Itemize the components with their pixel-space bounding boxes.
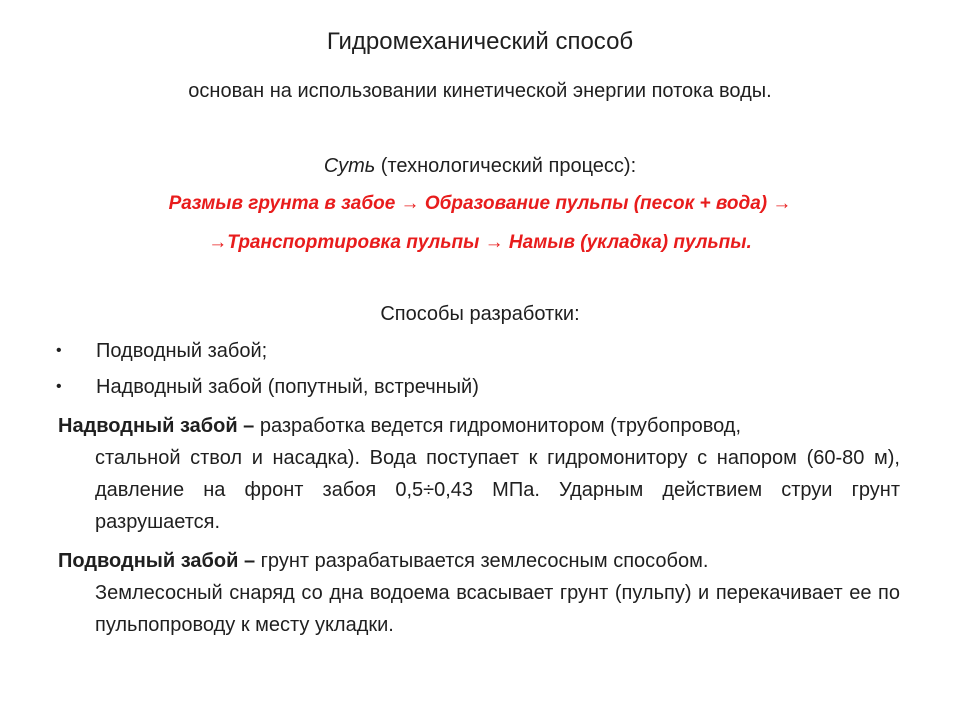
bullet-item xyxy=(56,340,916,376)
paragraph-underwater-face xyxy=(58,545,900,641)
paragraph-term: Подводный забой – xyxy=(58,550,256,572)
essence-line xyxy=(0,155,960,178)
paragraph-continuation: Землесосный снаряд со дна водоема всасывает грунт (пульпу) и перекачивает ее по пульпопроводу к месту укладки. xyxy=(95,582,900,636)
bullet-marker: • xyxy=(56,378,62,395)
slide-subtitle: основан на использовании кинетической энергии потока воды. xyxy=(188,80,772,102)
process-line-2: →Транспортировка пульпы → Намыв (укладка) пульпы. xyxy=(208,232,752,253)
essence-label: Суть xyxy=(323,155,376,177)
bullet-marker: • xyxy=(56,342,62,359)
process-line-1: Размыв грунта в забое → Образование пульпы (песок + вода) → xyxy=(168,193,792,214)
paragraph-first-line: грунт разрабатывается землесосным способом. xyxy=(255,550,709,572)
bullet-text: Надводный забой (попутный, встречный) xyxy=(96,376,479,398)
paragraph-surface-face xyxy=(58,410,900,538)
paragraph-first-line: разработка ведется гидромонитором (трубопровод, xyxy=(254,415,742,437)
paragraph-continuation: стальной ствол и насадка). Вода поступает к гидромонитору с напором (60-80 м), давление на фронт забоя 0,5÷0,43 МПа. Ударным действием струи грунт разрушается. xyxy=(95,447,900,533)
slide-title: Гидромеханический способ xyxy=(326,28,634,55)
paragraph-term: Надводный забой – xyxy=(58,415,255,437)
essence-rest: (технологический процесс): xyxy=(375,155,637,177)
bullet-text: Подводный забой; xyxy=(96,340,268,362)
bullet-item xyxy=(56,376,916,412)
bullet-list xyxy=(56,340,916,412)
methods-title: Способы разработки: xyxy=(380,303,580,325)
